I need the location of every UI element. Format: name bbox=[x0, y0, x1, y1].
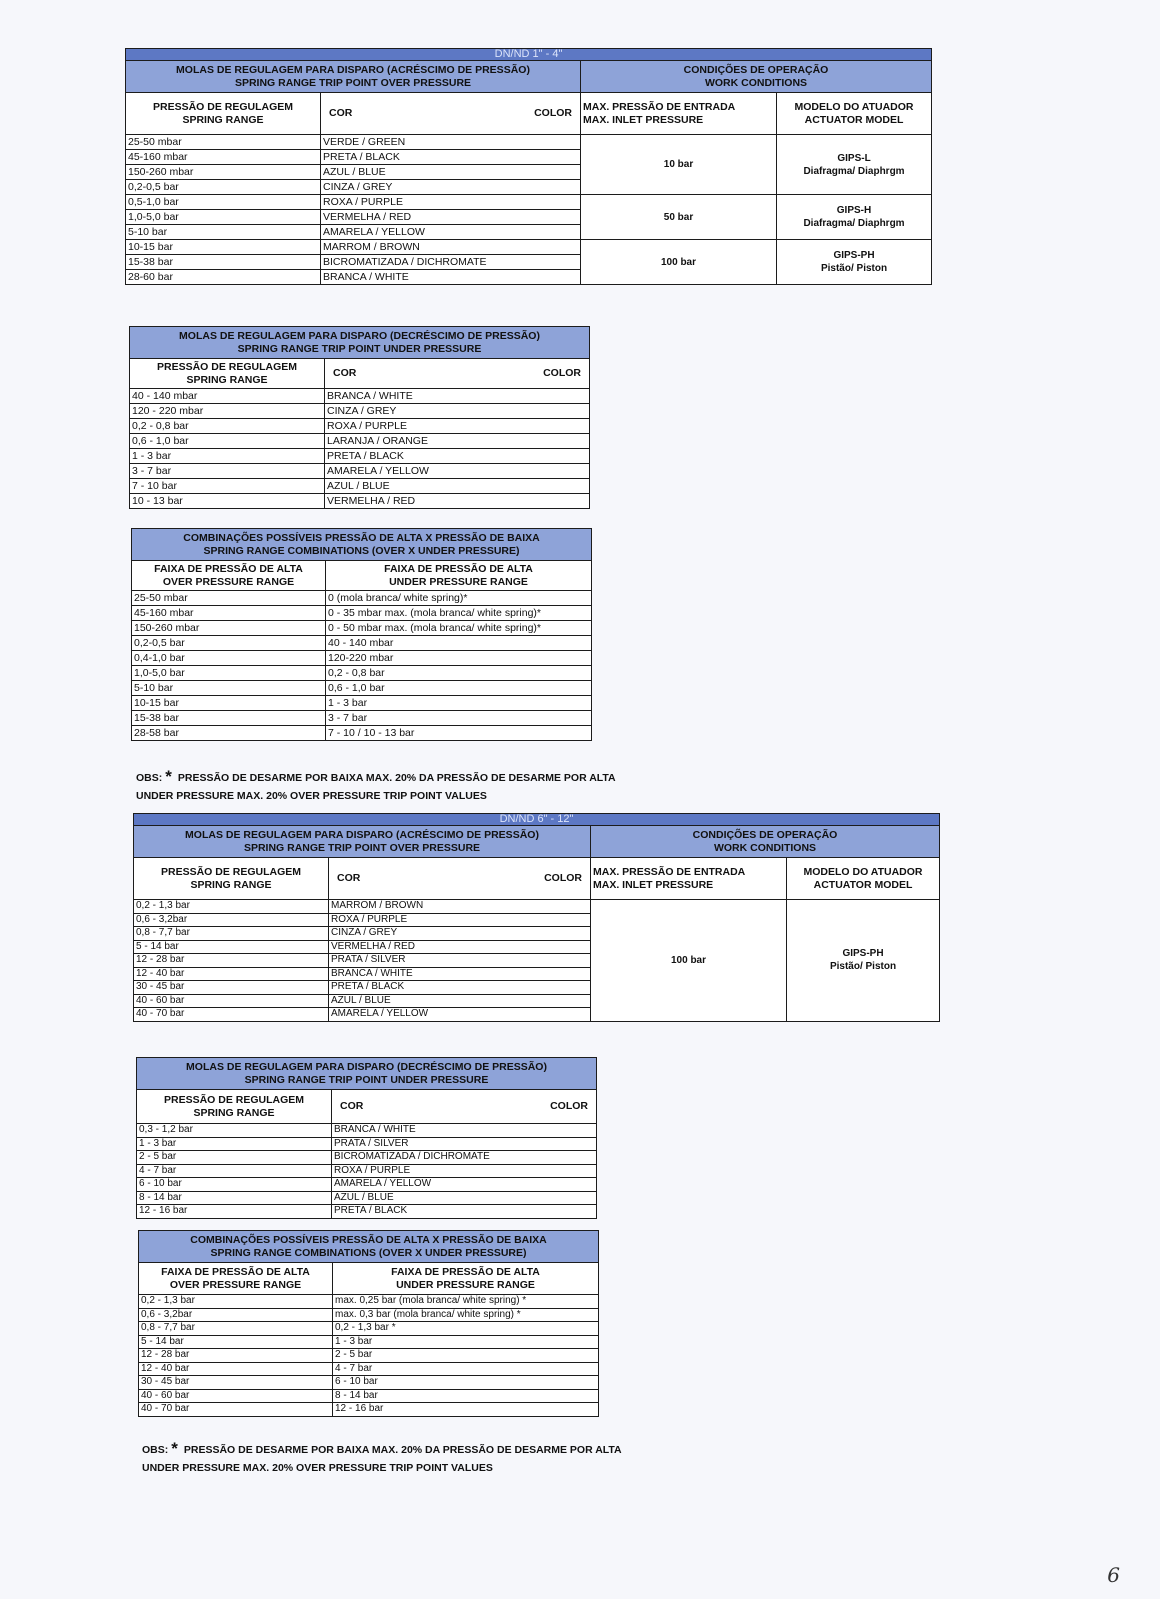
table-row bbox=[137, 1124, 597, 1138]
actuator-model-cell bbox=[787, 900, 940, 1022]
table-row bbox=[139, 1295, 599, 1309]
spring-color-cell: CINZA / GREY bbox=[321, 180, 581, 195]
table-row bbox=[134, 900, 940, 914]
spring-range-cell: 10 - 13 bar bbox=[130, 494, 325, 509]
under-range-cell: 0,2 - 1,3 bar * bbox=[333, 1322, 599, 1336]
spring-range-cell: 45-160 mbar bbox=[126, 150, 321, 165]
spring-color-cell: AMARELA / YELLOW bbox=[325, 464, 590, 479]
under-range-cell: 0 - 35 mbar max. (mola branca/ white spring)* bbox=[326, 606, 592, 621]
table-row bbox=[137, 1164, 597, 1178]
over-range-cell: 10-15 bar bbox=[132, 696, 326, 711]
spring-color-cell: MARROM / BROWN bbox=[321, 240, 581, 255]
over-range-cell: 0,6 - 3,2bar bbox=[139, 1308, 333, 1322]
col-max-inlet-pressure: MAX. PRESSÃO DE ENTRADA MAX. INLET PRESSURE bbox=[581, 93, 777, 135]
actuator-model-type: Diafragma/ Diaphrgm bbox=[803, 218, 905, 229]
spring-range-cell: 15-38 bar bbox=[126, 255, 321, 270]
spring-color-cell: ROXA / PURPLE bbox=[321, 195, 581, 210]
spring-color-cell: AMARELA / YELLOW bbox=[321, 225, 581, 240]
spring-color-cell: BRANCA / WHITE bbox=[321, 270, 581, 285]
under-range-cell: 120-220 mbar bbox=[326, 651, 592, 666]
section-1-under-pressure-table bbox=[129, 326, 590, 509]
dn-range-header: DN/ND 1" - 4" bbox=[126, 49, 932, 61]
col-actuator-model: MODELO DO ATUADOR ACTUATOR MODEL bbox=[777, 93, 932, 135]
section-2-over-pressure-table bbox=[133, 813, 940, 1022]
over-range-cell: 1,0-5,0 bar bbox=[132, 666, 326, 681]
table-row bbox=[126, 240, 932, 255]
table-row bbox=[130, 494, 590, 509]
actuator-model-name: GIPS-L bbox=[837, 152, 871, 164]
table-row bbox=[139, 1376, 599, 1390]
spring-color-cell: MARROM / BROWN bbox=[329, 900, 591, 914]
actuator-model-type: Pistão/ Piston bbox=[820, 263, 888, 274]
over-range-cell: 0,8 - 7,7 bar bbox=[139, 1322, 333, 1336]
over-range-cell: 150-260 mbar bbox=[132, 621, 326, 636]
max-inlet-pressure-cell: 50 bar bbox=[581, 195, 777, 240]
spring-range-cell: 12 - 28 bar bbox=[134, 954, 329, 968]
table-row bbox=[132, 591, 592, 606]
table-row bbox=[132, 606, 592, 621]
spring-color-cell: AZUL / BLUE bbox=[325, 479, 590, 494]
under-pressure-title: MOLAS DE REGULAGEM PARA DISPARO (DECRÉSCIMO DE PRESSÃO) SPRING RANGE TRIP POINT UNDER PRESSURE bbox=[137, 1058, 597, 1090]
col-actuator-model: MODELO DO ATUADOR ACTUATOR MODEL bbox=[787, 858, 940, 900]
table-row bbox=[137, 1151, 597, 1165]
spring-range-cell: 0,2 - 0,8 bar bbox=[130, 419, 325, 434]
spring-color-cell: VERMELHA / RED bbox=[325, 494, 590, 509]
spring-range-cell: 25-50 mbar bbox=[126, 135, 321, 150]
under-range-cell: 2 - 5 bar bbox=[333, 1349, 599, 1363]
actuator-model-type: Diafragma/ Diaphrgm bbox=[803, 165, 905, 177]
spring-color-cell: VERMELHA / RED bbox=[321, 210, 581, 225]
under-range-cell: 12 - 16 bar bbox=[333, 1403, 599, 1417]
table-row bbox=[130, 419, 590, 434]
table-row bbox=[132, 621, 592, 636]
under-range-cell: 1 - 3 bar bbox=[333, 1335, 599, 1349]
actuator-model-name: GIPS-PH bbox=[842, 948, 884, 960]
spring-range-cell: 0,5-1,0 bar bbox=[126, 195, 321, 210]
table-row bbox=[132, 711, 592, 726]
spring-range-cell: 5-10 bar bbox=[126, 225, 321, 240]
table-row bbox=[137, 1191, 597, 1205]
table-row bbox=[139, 1403, 599, 1417]
under-range-cell: 0 (mola branca/ white spring)* bbox=[326, 591, 592, 606]
spring-color-cell: AMARELA / YELLOW bbox=[332, 1178, 597, 1192]
spring-range-cell: 40 - 70 bar bbox=[134, 1008, 329, 1022]
col-over-pressure-range: FAIXA DE PRESSÃO DE ALTA OVER PRESSURE RANGE bbox=[139, 1263, 333, 1295]
spring-color-cell: LARANJA / ORANGE bbox=[325, 434, 590, 449]
spring-range-cell: 12 - 40 bar bbox=[134, 967, 329, 981]
under-range-cell: 0 - 50 mbar max. (mola branca/ white spring)* bbox=[326, 621, 592, 636]
spring-color-cell: ROXA / PURPLE bbox=[325, 419, 590, 434]
section-2-obs-note: OBS: * PRESSÃO DE DESARME POR BAIXA MAX. 20% DA PRESSÃO DE DESARME POR ALTA UNDER PRESSURE MAX. 20% OVER PRESSURE TRIP POINT VALUES bbox=[142, 1439, 622, 1474]
spring-range-cell: 0,6 - 1,0 bar bbox=[130, 434, 325, 449]
actuator-model-cell bbox=[777, 195, 932, 240]
table-row bbox=[130, 449, 590, 464]
col-under-pressure-range: FAIXA DE PRESSÃO DE ALTA UNDER PRESSURE RANGE bbox=[333, 1263, 599, 1295]
table-row bbox=[130, 404, 590, 419]
spring-color-cell: BICROMATIZADA / DICHROMATE bbox=[332, 1151, 597, 1165]
over-range-cell: 40 - 60 bar bbox=[139, 1389, 333, 1403]
table-row bbox=[137, 1178, 597, 1192]
table-row bbox=[132, 681, 592, 696]
spring-range-cell: 0,8 - 7,7 bar bbox=[134, 927, 329, 941]
spring-color-cell: BRANCA / WHITE bbox=[329, 967, 591, 981]
spring-color-cell: PRETA / BLACK bbox=[321, 150, 581, 165]
spring-color-cell: PRATA / SILVER bbox=[329, 954, 591, 968]
spring-range-cell: 7 - 10 bar bbox=[130, 479, 325, 494]
actuator-model-cell bbox=[777, 240, 932, 285]
table-row bbox=[132, 726, 592, 741]
over-range-cell: 28-58 bar bbox=[132, 726, 326, 741]
spring-color-cell: PRETA / BLACK bbox=[329, 981, 591, 995]
over-range-cell: 5-10 bar bbox=[132, 681, 326, 696]
table-row bbox=[130, 389, 590, 404]
table-row bbox=[139, 1308, 599, 1322]
spring-range-cell: 30 - 45 bar bbox=[134, 981, 329, 995]
actuator-model-cell bbox=[777, 135, 932, 195]
col-color: COR COLOR bbox=[332, 1090, 597, 1124]
over-range-cell: 15-38 bar bbox=[132, 711, 326, 726]
spring-color-cell: VERDE / GREEN bbox=[321, 135, 581, 150]
section-1-over-pressure-table bbox=[125, 48, 932, 285]
work-conditions-title: CONDIÇÕES DE OPERAÇÃO WORK CONDITIONS bbox=[581, 61, 932, 93]
under-range-cell: 3 - 7 bar bbox=[326, 711, 592, 726]
over-range-cell: 0,2-0,5 bar bbox=[132, 636, 326, 651]
table-row bbox=[132, 651, 592, 666]
spring-range-cell: 0,3 - 1,2 bar bbox=[137, 1124, 332, 1138]
under-range-cell: 4 - 7 bar bbox=[333, 1362, 599, 1376]
under-range-cell: max. 0,3 bar (mola branca/ white spring) * bbox=[333, 1308, 599, 1322]
col-color: COR COLOR bbox=[321, 93, 581, 135]
under-range-cell: 8 - 14 bar bbox=[333, 1389, 599, 1403]
spring-range-cell: 6 - 10 bar bbox=[137, 1178, 332, 1192]
table-row bbox=[132, 666, 592, 681]
col-spring-range: PRESSÃO DE REGULAGEM SPRING RANGE bbox=[134, 858, 329, 900]
spring-range-cell: 4 - 7 bar bbox=[137, 1164, 332, 1178]
max-inlet-pressure-cell: 100 bar bbox=[591, 900, 787, 1022]
col-max-inlet-pressure: MAX. PRESSÃO DE ENTRADA MAX. INLET PRESSURE bbox=[591, 858, 787, 900]
spring-range-cell: 0,2-0,5 bar bbox=[126, 180, 321, 195]
table-row bbox=[139, 1389, 599, 1403]
spring-range-cell: 5 - 14 bar bbox=[134, 940, 329, 954]
spring-range-cell: 2 - 5 bar bbox=[137, 1151, 332, 1165]
spring-range-cell: 28-60 bar bbox=[126, 270, 321, 285]
spring-color-cell: AZUL / BLUE bbox=[321, 165, 581, 180]
col-under-pressure-range: FAIXA DE PRESSÃO DE ALTA UNDER PRESSURE RANGE bbox=[326, 561, 592, 591]
spring-color-cell: ROXA / PURPLE bbox=[329, 913, 591, 927]
table-row bbox=[130, 479, 590, 494]
spring-color-cell: PRETA / BLACK bbox=[325, 449, 590, 464]
spring-range-cell: 40 - 140 mbar bbox=[130, 389, 325, 404]
spring-range-cell: 40 - 60 bar bbox=[134, 994, 329, 1008]
spring-range-cell: 10-15 bar bbox=[126, 240, 321, 255]
actuator-model-name: GIPS-H bbox=[836, 205, 872, 216]
spring-color-cell: VERMELHA / RED bbox=[329, 940, 591, 954]
spring-color-cell: BRANCA / WHITE bbox=[332, 1124, 597, 1138]
col-spring-range: PRESSÃO DE REGULAGEM SPRING RANGE bbox=[130, 359, 325, 389]
actuator-model-name: GIPS-PH bbox=[833, 250, 875, 261]
table-row bbox=[126, 195, 932, 210]
spring-range-cell: 150-260 mbar bbox=[126, 165, 321, 180]
col-color: COR COLOR bbox=[329, 858, 591, 900]
over-range-cell: 25-50 mbar bbox=[132, 591, 326, 606]
over-pressure-title: MOLAS DE REGULAGEM PARA DISPARO (ACRÉSCIMO DE PRESSÃO) SPRING RANGE TRIP POINT OVER PRESSURE bbox=[134, 826, 591, 858]
actuator-model-type: Pistão/ Piston bbox=[829, 961, 897, 973]
under-range-cell: 0,2 - 0,8 bar bbox=[326, 666, 592, 681]
spring-color-cell: ROXA / PURPLE bbox=[332, 1164, 597, 1178]
combinations-title: COMBINAÇÕES POSSÍVEIS PRESSÃO DE ALTA X PRESSÃO DE BAIXA SPRING RANGE COMBINATIONS (OVER X UNDER PRESSURE) bbox=[132, 529, 592, 561]
over-range-cell: 12 - 28 bar bbox=[139, 1349, 333, 1363]
over-range-cell: 45-160 mbar bbox=[132, 606, 326, 621]
table-row bbox=[139, 1322, 599, 1336]
table-row bbox=[139, 1335, 599, 1349]
spring-color-cell: AZUL / BLUE bbox=[332, 1191, 597, 1205]
work-conditions-title: CONDIÇÕES DE OPERAÇÃO WORK CONDITIONS bbox=[591, 826, 940, 858]
table-row bbox=[139, 1349, 599, 1363]
table-row bbox=[126, 135, 932, 150]
section-2-combinations-table bbox=[138, 1230, 599, 1417]
spring-color-cell: BRANCA / WHITE bbox=[325, 389, 590, 404]
table-row bbox=[137, 1205, 597, 1219]
spring-color-cell: AMARELA / YELLOW bbox=[329, 1008, 591, 1022]
under-range-cell: 7 - 10 / 10 - 13 bar bbox=[326, 726, 592, 741]
under-pressure-title: MOLAS DE REGULAGEM PARA DISPARO (DECRÉSCIMO DE PRESSÃO) SPRING RANGE TRIP POINT UNDER PRESSURE bbox=[130, 327, 590, 359]
over-range-cell: 0,2 - 1,3 bar bbox=[139, 1295, 333, 1309]
under-range-cell: 0,6 - 1,0 bar bbox=[326, 681, 592, 696]
max-inlet-pressure-cell: 10 bar bbox=[581, 135, 777, 195]
spring-range-cell: 1 - 3 bar bbox=[137, 1137, 332, 1151]
table-row bbox=[139, 1362, 599, 1376]
page-number: 6 bbox=[1107, 1563, 1120, 1587]
under-range-cell: 6 - 10 bar bbox=[333, 1376, 599, 1390]
over-range-cell: 40 - 70 bar bbox=[139, 1403, 333, 1417]
spring-color-cell: BICROMATIZADA / DICHROMATE bbox=[321, 255, 581, 270]
section-1-combinations-table bbox=[131, 528, 592, 741]
col-color: COR COLOR bbox=[325, 359, 590, 389]
col-over-pressure-range: FAIXA DE PRESSÃO DE ALTA OVER PRESSURE RANGE bbox=[132, 561, 326, 591]
table-row bbox=[132, 636, 592, 651]
over-range-cell: 0,4-1,0 bar bbox=[132, 651, 326, 666]
spring-color-cell: CINZA / GREY bbox=[329, 927, 591, 941]
spring-range-cell: 12 - 16 bar bbox=[137, 1205, 332, 1219]
over-range-cell: 12 - 40 bar bbox=[139, 1362, 333, 1376]
under-range-cell: 1 - 3 bar bbox=[326, 696, 592, 711]
spring-range-cell: 120 - 220 mbar bbox=[130, 404, 325, 419]
spring-color-cell: PRATA / SILVER bbox=[332, 1137, 597, 1151]
table-row bbox=[130, 464, 590, 479]
dn-range-header: DN/ND 6" - 12" bbox=[134, 814, 940, 826]
spring-color-cell: CINZA / GREY bbox=[325, 404, 590, 419]
combinations-title: COMBINAÇÕES POSSÍVEIS PRESSÃO DE ALTA X PRESSÃO DE BAIXA SPRING RANGE COMBINATIONS (OVER X UNDER PRESSURE) bbox=[139, 1231, 599, 1263]
over-range-cell: 30 - 45 bar bbox=[139, 1376, 333, 1390]
spring-range-cell: 0,2 - 1,3 bar bbox=[134, 900, 329, 914]
spring-range-cell: 0,6 - 3,2bar bbox=[134, 913, 329, 927]
table-row bbox=[137, 1137, 597, 1151]
over-pressure-title: MOLAS DE REGULAGEM PARA DISPARO (ACRÉSCIMO DE PRESSÃO) SPRING RANGE TRIP POINT OVER PRESSURE bbox=[126, 61, 581, 93]
spring-range-cell: 3 - 7 bar bbox=[130, 464, 325, 479]
max-inlet-pressure-cell: 100 bar bbox=[581, 240, 777, 285]
under-range-cell: 40 - 140 mbar bbox=[326, 636, 592, 651]
section-2-under-pressure-table bbox=[136, 1057, 597, 1219]
col-spring-range: PRESSÃO DE REGULAGEM SPRING RANGE bbox=[126, 93, 321, 135]
over-range-cell: 5 - 14 bar bbox=[139, 1335, 333, 1349]
table-row bbox=[132, 696, 592, 711]
spring-range-cell: 8 - 14 bar bbox=[137, 1191, 332, 1205]
section-1-obs-note: OBS: * PRESSÃO DE DESARME POR BAIXA MAX. 20% DA PRESSÃO DE DESARME POR ALTA UNDER PRESSURE MAX. 20% OVER PRESSURE TRIP POINT VALUES bbox=[136, 767, 616, 802]
col-spring-range: PRESSÃO DE REGULAGEM SPRING RANGE bbox=[137, 1090, 332, 1124]
spring-range-cell: 1 - 3 bar bbox=[130, 449, 325, 464]
spring-color-cell: PRETA / BLACK bbox=[332, 1205, 597, 1219]
under-range-cell: max. 0,25 bar (mola branca/ white spring) * bbox=[333, 1295, 599, 1309]
table-row bbox=[130, 434, 590, 449]
spring-range-cell: 1,0-5,0 bar bbox=[126, 210, 321, 225]
spring-color-cell: AZUL / BLUE bbox=[329, 994, 591, 1008]
